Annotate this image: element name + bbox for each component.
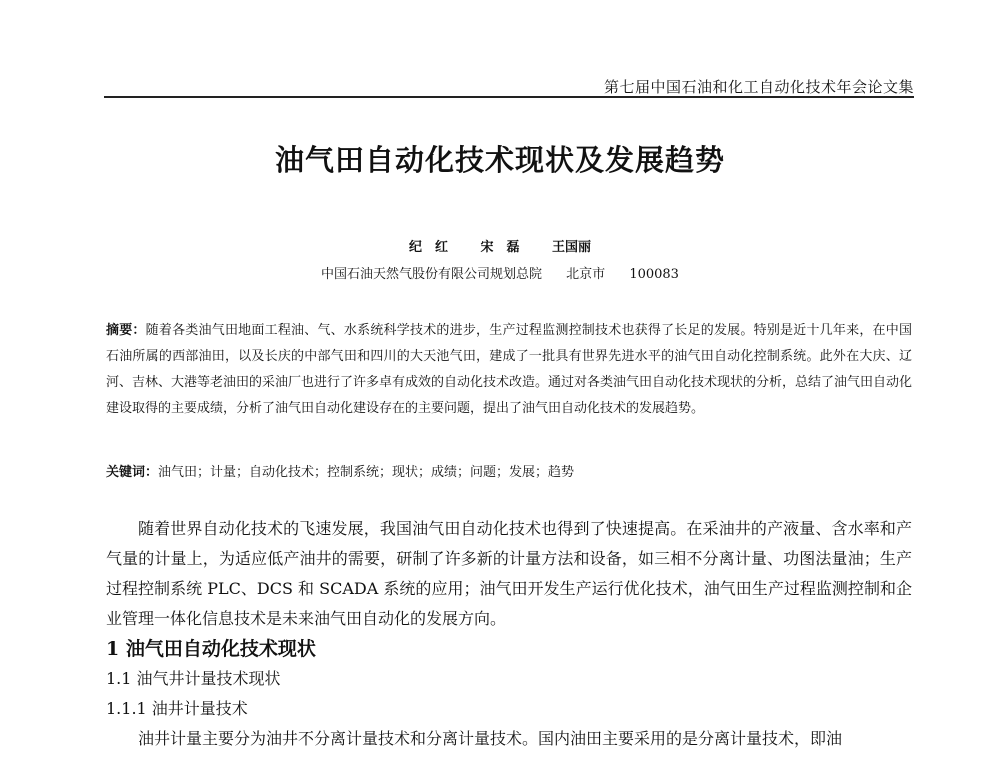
affiliation-org: 中国石油天然气股份有限公司规划总院 (321, 267, 543, 282)
affiliation (0, 263, 1000, 282)
keywords-label: 关键词： (106, 465, 159, 480)
subsubsection-heading: 1.1.1 油井计量技术 (106, 699, 248, 718)
keywords-text: 油气田；计量；自动化技术；控制系统；现状；成绩；问题；发展；趋势 (158, 465, 575, 480)
subsection-heading: 1.1 油气井计量技术现状 (106, 669, 281, 688)
author: 王国丽 (552, 240, 592, 255)
author-list (0, 236, 1000, 255)
abstract (106, 318, 912, 422)
abstract-text: 随着各类油气田地面工程油、气、水系统科学技术的进步，生产过程监测控制技术也获得了长足的发展。特别是近十几年来，在中国石油所属的西部油田，以及长庆的中部气田和四川的大天池气田，建成了一批具有世界先进水平的油气田自动化控制系统。此外在大庆、辽河、吉林、大港等老油田的采油厂也进行了许多卓有成效的自动化技术改造。通过对各类油气田自动化技术现状的分析，总结了油气田自动化建设取得的主要成绩，分析了油气田自动化建设存在的主要问题，提出了油气田自动化技术的发展趋势。 (106, 323, 913, 416)
running-header: 第七届中国石油和化工自动化技术年会论文集 (603, 78, 914, 96)
paper-title: 油气田自动化技术现状及发展趋势 (274, 143, 725, 177)
affiliation-city: 北京市 (566, 267, 606, 282)
author: 宋 磊 (480, 240, 520, 255)
section-heading: 1 油气田自动化技术现状 (106, 638, 316, 660)
affiliation-postcode: 100083 (629, 267, 679, 282)
header-rule (104, 96, 914, 98)
abstract-label: 摘要： (106, 323, 146, 338)
body-paragraph: 油井计量主要分为油井不分离计量技术和分离计量技术。国内油田主要采用的是分离计量技术，即油 (138, 729, 843, 748)
intro-paragraph: 随着世界自动化技术的飞速发展，我国油气田自动化技术也得到了快速提高。在采油井的产液量、含水率和产气量的计量上，为适应低产油井的需要，研制了许多新的计量方法和设备，如三相不分离计量、功图法量油；生产过程控制系统 PLC、DCS 和 SCADA 系统的应用；油气田开发生产运行优化技术，油气田生产过程监测控制和企业管理一体化信息技术是未来油气田自动化的发展方向。 (106, 519, 912, 628)
keywords (106, 462, 912, 484)
author: 纪 红 (408, 240, 448, 255)
